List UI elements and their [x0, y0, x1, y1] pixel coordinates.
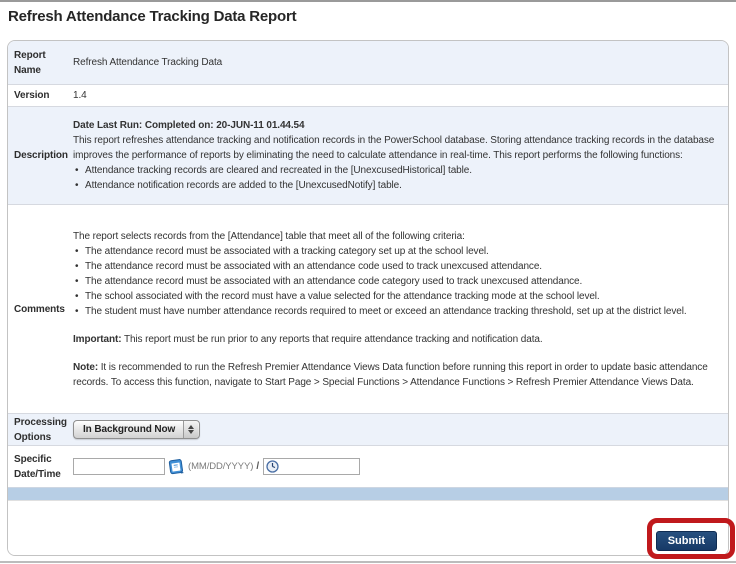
description-bullet-list — [73, 163, 720, 193]
description-bullet: • Attendance tracking records are cleared and recreated in the [UnexcusedHistorical] table. — [73, 163, 720, 178]
comments-bullet-list — [73, 244, 720, 319]
note-label: Note: — [73, 361, 99, 373]
date-last-run-text: Date Last Run: Completed on: 20-JUN-11 01.44.54 — [73, 120, 305, 131]
description-label: Description — [14, 150, 68, 161]
date-format-hint: (MM/DD/YYYY) — [188, 461, 254, 472]
row-processing-options — [8, 413, 728, 445]
processing-options-select[interactable] — [73, 420, 200, 439]
window-top-edge — [0, 0, 736, 2]
comments-note-text: Note: It is recommended to run the Refresh Premier Attendance Views Data function before running this report in order to update basic attendance records. To access this function, navigate to Start Page > Special Functions > Attendance Functions > Refresh Premier Attendance Views Data. — [73, 361, 708, 388]
page-title: Refresh Attendance Tracking Data Report — [8, 8, 297, 25]
row-version — [8, 84, 728, 106]
version-value: 1.4 — [73, 90, 87, 101]
comments-bullet: • The school associated with the record must have a value selected for the attendance tracking mode at the school level. — [73, 289, 720, 304]
comments-intro-text: The report selects records from the [Attendance] table that meet all of the following criteria: — [73, 230, 465, 242]
report-table — [7, 40, 729, 556]
table-footer — [8, 500, 728, 555]
row-specific-datetime — [8, 445, 728, 487]
description-body-text: This report refreshes attendance tracking and notification records in the PowerSchool database. Storing attendance tracking records in the database improves the performance of reports by eliminating the need to calculate attendance in real-time. This report performs the following functions: — [73, 135, 715, 161]
select-stepper-icon — [183, 421, 198, 438]
comments-bullet: • The student must have number attendance records required to meet or exceed an attendance tracking threshold, set up at the district level. — [73, 304, 720, 319]
clock-icon[interactable] — [266, 460, 279, 473]
specific-date-input[interactable] — [73, 458, 165, 475]
specific-datetime-label: Specific Date/Time — [14, 453, 61, 480]
row-description — [8, 106, 728, 204]
comments-label: Comments — [14, 303, 65, 315]
comments-value — [66, 227, 728, 392]
comments-bullet: • The attendance record must be associated with an attendance code category used to track unexcused attendance. — [73, 274, 720, 289]
submit-button[interactable]: Submit — [656, 531, 717, 551]
window-bottom-edge — [0, 561, 736, 563]
description-bullet: • Attendance notification records are added to the [UnexcusedNotify] table. — [73, 178, 720, 193]
row-comments — [8, 204, 728, 413]
comments-bullet: • The attendance record must be associated with a tracking category set up at the school level. — [73, 244, 720, 259]
row-report-name — [8, 41, 728, 84]
important-label: Important: — [73, 333, 122, 345]
specific-time-field[interactable] — [263, 458, 360, 475]
description-value — [66, 116, 728, 195]
report-name-value: Refresh Attendance Tracking Data — [73, 57, 223, 68]
section-divider-bar — [8, 487, 728, 500]
specific-time-input[interactable] — [281, 460, 359, 473]
selected-option-text: In Background Now — [83, 424, 176, 435]
processing-options-label: Processing Options — [14, 416, 67, 443]
report-name-label: Report Name — [14, 49, 46, 76]
date-time-separator: / — [256, 461, 259, 472]
comments-important-text: Important: This report must be run prior to any reports that require attendance tracking and notification data. — [73, 333, 543, 345]
version-label: Version — [14, 90, 50, 101]
comments-bullet: • The attendance record must be associated with an attendance code used to track unexcused attendance. — [73, 259, 720, 274]
calendar-icon[interactable] — [168, 458, 185, 476]
